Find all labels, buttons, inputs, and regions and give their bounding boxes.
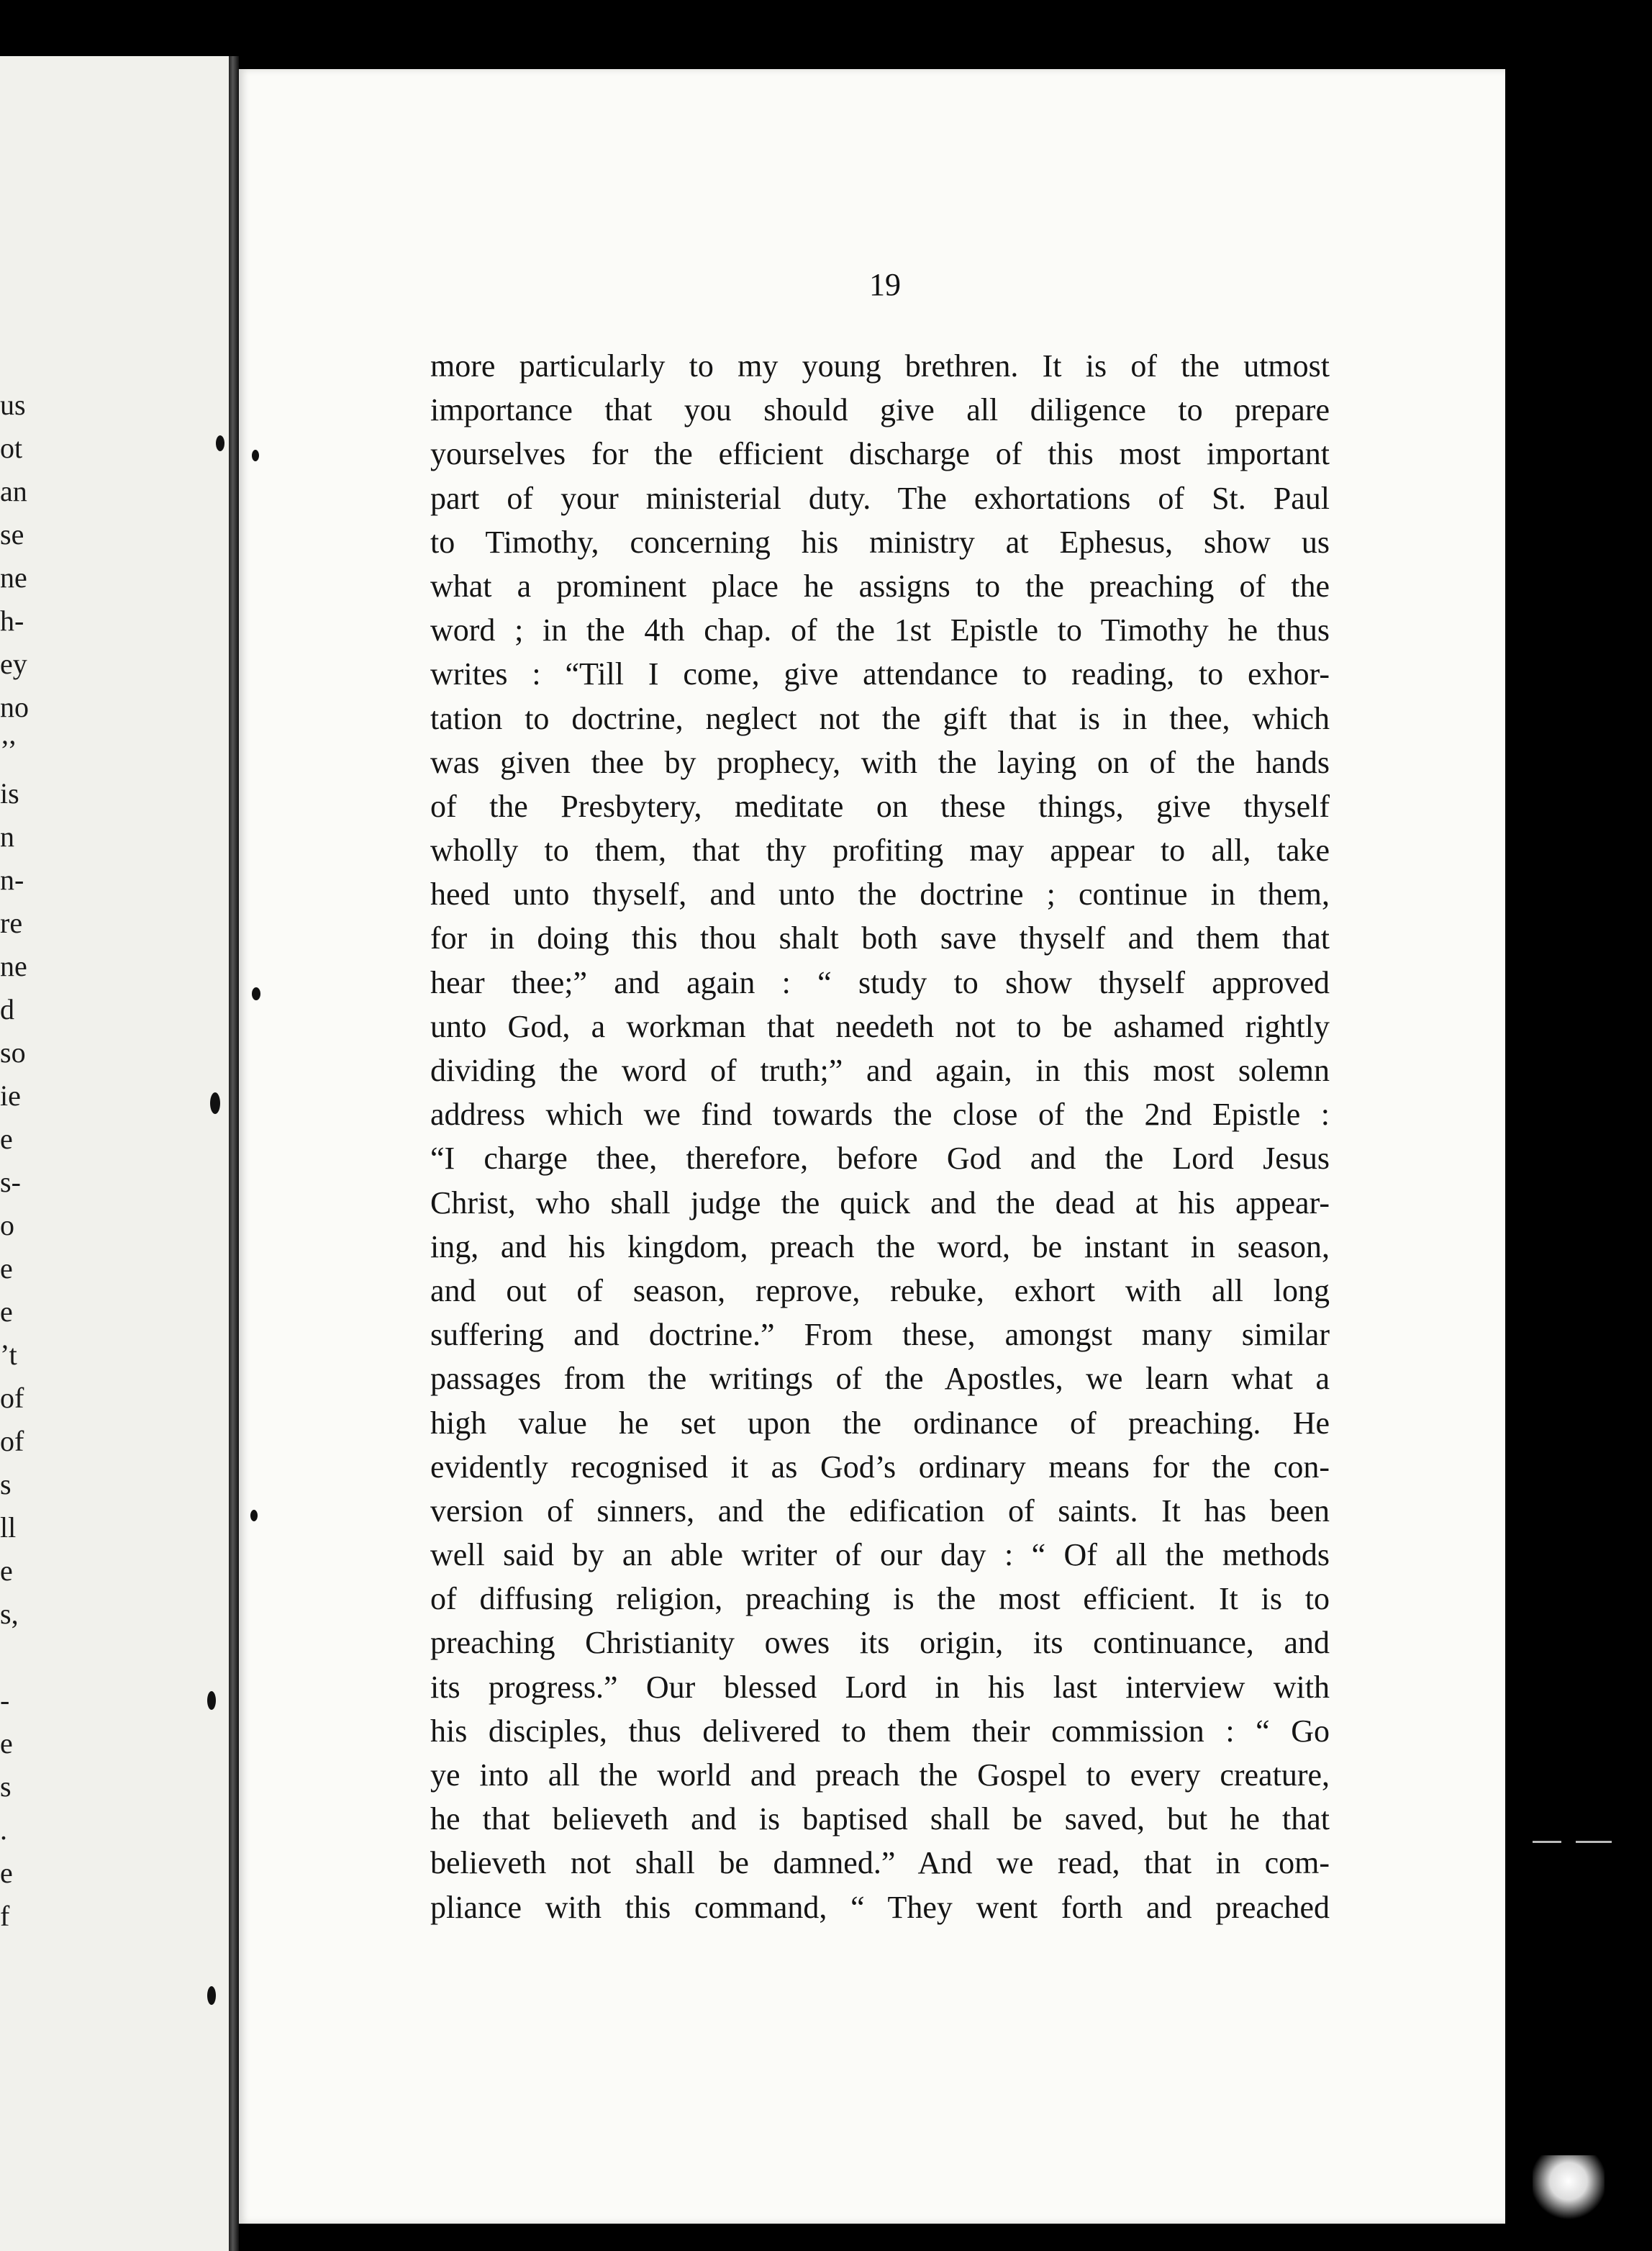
text-line: preaching Christianity owes its origin, its continuance, and bbox=[430, 1625, 1330, 1661]
left-page bbox=[0, 56, 232, 2251]
text-line: suffering and doctrine.” From these, amongst many similar bbox=[430, 1317, 1330, 1353]
binding-gutter bbox=[229, 56, 239, 2251]
margin-fragment: n- bbox=[0, 864, 24, 896]
text-line: Christ, who shall judge the quick and the dead at his appear- bbox=[430, 1185, 1330, 1220]
text-line: “I charge thee, therefore, before God and the Lord Jesus bbox=[430, 1141, 1330, 1177]
margin-fragment: s- bbox=[0, 1166, 21, 1198]
text-line: importance that you should give all diligence to prepare bbox=[430, 392, 1330, 428]
text-line: passages from the writings of the Apostles, we learn what a bbox=[430, 1361, 1330, 1397]
scan-artifact-line bbox=[1576, 1841, 1612, 1843]
text-line: hear thee;” and again : “ study to show thyself approved bbox=[430, 964, 1330, 1000]
margin-fragment: ne bbox=[0, 950, 27, 982]
margin-fragment: is bbox=[0, 777, 19, 810]
text-line: he that believeth and is baptised shall be saved, but he that bbox=[430, 1801, 1330, 1837]
text-line: pliance with this command, “ They went forth and preached bbox=[430, 1889, 1330, 1925]
text-line: its progress.” Our blessed Lord in his last interview with bbox=[430, 1669, 1330, 1705]
text-line: dividing the word of truth;” and again, in this most solemn bbox=[430, 1053, 1330, 1088]
margin-fragment: s bbox=[0, 1468, 12, 1500]
text-line: for in doing this thou shalt both save thyself and them that bbox=[430, 920, 1330, 956]
text-line: wholly to them, that thy profiting may appear to all, take bbox=[430, 833, 1330, 869]
margin-fragment: e bbox=[0, 1123, 13, 1155]
margin-fragment: d bbox=[0, 993, 14, 1025]
margin-fragment bbox=[0, 1636, 29, 1679]
scan-artifact-line bbox=[1533, 1841, 1561, 1843]
margin-fragment: e bbox=[0, 1554, 13, 1587]
text-line: part of your ministerial duty. The exhortations of St. Paul bbox=[430, 480, 1330, 516]
text-line: unto God, a workman that needeth not to be ashamed rightly bbox=[430, 1008, 1330, 1044]
text-line: of the Presbytery, meditate on these things, give thyself bbox=[430, 788, 1330, 824]
text-line: heed unto thyself, and unto the doctrine ; continue in them, bbox=[430, 877, 1330, 912]
text-line: ing, and his kingdom, preach the word, be instant in season, bbox=[430, 1228, 1330, 1264]
text-line: yourselves for the efficient discharge of this most important bbox=[430, 436, 1330, 472]
binding-hole-mark bbox=[207, 1986, 216, 2005]
margin-fragment: ’t bbox=[0, 1339, 17, 1371]
binding-hole-mark bbox=[250, 1510, 258, 1521]
left-page-margin-fragments bbox=[0, 384, 29, 1938]
margin-fragment: so bbox=[0, 1036, 26, 1069]
text-line: address which we find towards the close of the 2nd Epistle : bbox=[430, 1097, 1330, 1133]
margin-fragment: h- bbox=[0, 604, 24, 637]
body-text bbox=[430, 344, 1330, 1929]
margin-fragment: no bbox=[0, 691, 29, 723]
text-line: to Timothy, concerning his ministry at Ephesus, show us bbox=[430, 524, 1330, 560]
text-line: tation to doctrine, neglect not the gift that is in thee, which bbox=[430, 700, 1330, 736]
text-line: was given thee by prophecy, with the laying on of the hands bbox=[430, 744, 1330, 780]
margin-fragment: . bbox=[0, 1813, 7, 1846]
margin-fragment: f bbox=[0, 1900, 10, 1932]
margin-fragment: e bbox=[0, 1295, 13, 1328]
margin-fragment: o bbox=[0, 1209, 14, 1241]
margin-fragment: ey bbox=[0, 648, 27, 680]
text-line: ye into all the world and preach the Gospel to every creature, bbox=[430, 1757, 1330, 1793]
text-line: more particularly to my young brethren. It is of the utmost bbox=[430, 348, 1330, 384]
margin-fragment: an bbox=[0, 475, 27, 507]
margin-fragment: ot bbox=[0, 432, 23, 464]
margin-fragment: of bbox=[0, 1382, 24, 1414]
margin-fragment: us bbox=[0, 389, 26, 421]
margin-fragment: e bbox=[0, 1857, 13, 1889]
text-line: writes : “Till I come, give attendance to reading, to exhor- bbox=[430, 656, 1330, 692]
margin-fragment: ll bbox=[0, 1511, 17, 1544]
margin-fragment: - bbox=[0, 1684, 10, 1716]
margin-fragment: ne bbox=[0, 561, 27, 594]
text-line: evidently recognised it as God’s ordinary means for the con- bbox=[430, 1449, 1330, 1485]
binding-hole-mark bbox=[207, 1691, 216, 1710]
margin-fragment: s, bbox=[0, 1598, 19, 1630]
margin-fragment: re bbox=[0, 907, 23, 939]
margin-fragment: ’’ bbox=[0, 734, 17, 766]
margin-fragment: s bbox=[0, 1770, 12, 1803]
margin-fragment: se bbox=[0, 518, 24, 551]
margin-fragment: e bbox=[0, 1252, 13, 1285]
text-line: of diffusing religion, preaching is the most efficient. It is to bbox=[430, 1581, 1330, 1617]
text-line: his disciples, thus delivered to them their commission : “ Go bbox=[430, 1713, 1330, 1749]
scanner-glare bbox=[1533, 2155, 1605, 2220]
text-line: high value he set upon the ordinance of preaching. He bbox=[430, 1405, 1330, 1441]
binding-hole-mark bbox=[252, 987, 260, 1000]
binding-hole-mark bbox=[252, 450, 259, 461]
margin-fragment: ie bbox=[0, 1079, 21, 1112]
margin-fragment: n bbox=[0, 820, 14, 853]
margin-fragment: e bbox=[0, 1727, 13, 1759]
binding-hole-mark bbox=[210, 1092, 220, 1114]
text-line: what a prominent place he assigns to the preaching of the bbox=[430, 568, 1330, 604]
binding-hole-mark bbox=[216, 435, 224, 451]
text-line: version of sinners, and the edification of saints. It has been bbox=[430, 1493, 1330, 1528]
margin-fragment: of bbox=[0, 1425, 24, 1457]
text-line: word ; in the 4th chap. of the 1st Epistle to Timothy he thus bbox=[430, 612, 1330, 648]
page-number: 19 bbox=[869, 267, 901, 302]
text-line: and out of season, reprove, rebuke, exhort with all long bbox=[430, 1272, 1330, 1308]
text-line: well said by an able writer of our day : “ Of all the methods bbox=[430, 1537, 1330, 1573]
text-line: believeth not shall be damned.” And we read, that in com- bbox=[430, 1845, 1330, 1881]
